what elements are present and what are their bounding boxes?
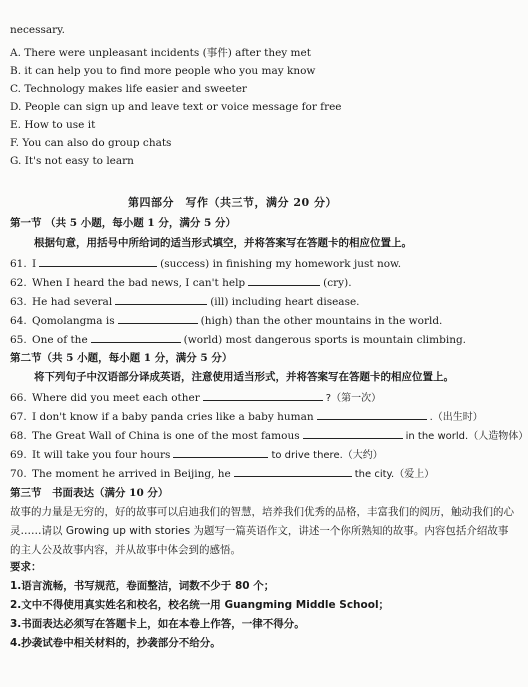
requirement-2: 2.文中不得使用真实姓名和校名，校名统一用 Guangming Middle School； xyxy=(10,599,390,611)
question-62 xyxy=(10,275,352,290)
question-number: 64. xyxy=(10,315,27,327)
answer-blank[interactable] xyxy=(118,313,198,324)
writing-prompt: 故事的力量是无穷的，好的故事可以启迪我们的智慧，培养我们优秀的品格，丰富我们的阅历，触动我们的心灵……请以 Growing up with stories 为题写一篇英语作文，讲述一个你所熟知的故事。内容包括介绍故事的主人公及故事内容，并从故事中体会到的感悟。 xyxy=(10,506,514,556)
answer-blank[interactable] xyxy=(317,409,427,420)
question-text-pre: He had several xyxy=(32,296,113,308)
question-64 xyxy=(10,313,442,328)
question-number: 68. xyxy=(10,430,27,442)
question-text-post: to drive there.（大约） xyxy=(271,450,383,461)
answer-blank[interactable] xyxy=(115,294,207,305)
section1-title: 第一节 （共 5 小题，每小题 1 分，满分 5 分） xyxy=(10,217,237,229)
answer-blank[interactable] xyxy=(234,466,352,477)
answer-blank[interactable] xyxy=(39,256,157,267)
question-number: 63. xyxy=(10,296,27,308)
option-e: E. How to use it xyxy=(10,119,96,131)
question-text-pre: I xyxy=(32,258,37,270)
question-text-post: (success) in finishing my homework just now. xyxy=(160,258,402,270)
option-a: A. There were unpleasant incidents (事件) after they met xyxy=(10,47,311,59)
question-70 xyxy=(10,466,434,482)
question-text-pre: One of the xyxy=(32,334,88,346)
question-number: 66. xyxy=(10,392,27,404)
question-63 xyxy=(10,294,360,309)
question-text-pre: Qomolangma is xyxy=(32,315,115,327)
question-text-post: (world) most dangerous sports is mountain climbing. xyxy=(183,334,467,346)
question-text-pre: The Great Wall of China is one of the most famous xyxy=(32,430,300,442)
question-number: 67. xyxy=(10,411,27,423)
question-66 xyxy=(10,390,381,406)
question-text-post: .（出生时） xyxy=(429,412,483,423)
question-text-post: (cry). xyxy=(323,277,352,289)
section1-instruction: 根据句意，用括号中所给词的适当形式填空，并将答案写在答题卡的相应位置上。 xyxy=(34,237,412,249)
question-text-post: in the world.（人造物体） xyxy=(405,431,528,442)
section2-instruction: 将下列句子中汉语部分译成英语，注意使用适当形式，并将答案写在答题卡的相应位置上。 xyxy=(34,371,454,383)
option-f: F. You can also do group chats xyxy=(10,137,172,149)
question-text-pre: I don't know if a baby panda cries like a baby human xyxy=(32,411,314,423)
question-text-pre: The moment he arrived in Beijing, he xyxy=(32,468,231,480)
question-text-post: (ill) including heart disease. xyxy=(210,296,360,308)
question-number: 62. xyxy=(10,277,27,289)
question-text-post: the city.（爱上） xyxy=(354,469,435,480)
answer-blank[interactable] xyxy=(203,390,323,401)
question-text-pre: It will take you four hours xyxy=(32,449,171,461)
continuation-text: necessary. xyxy=(10,24,66,36)
section3-title: 第三节 书面表达（满分 10 分） xyxy=(10,487,169,499)
question-text-pre: When I heard the bad news, I can't help xyxy=(32,277,246,289)
option-c: C. Technology makes life easier and sweeter xyxy=(10,83,247,95)
option-b: B. it can help you to find more people who you may know xyxy=(10,65,316,77)
option-g: G. It's not easy to learn xyxy=(10,155,134,167)
answer-blank[interactable] xyxy=(91,332,181,343)
question-text-post: ?（第一次） xyxy=(325,393,382,404)
requirement-1: 1.语言流畅，书写规范，卷面整洁，词数不少于 80 个； xyxy=(10,580,275,592)
question-text-pre: Where did you meet each other xyxy=(32,392,200,404)
question-61 xyxy=(10,256,401,271)
section2-title: 第二节（共 5 小题，每小题 1 分，满分 5 分） xyxy=(10,352,233,364)
question-65 xyxy=(10,332,466,347)
question-number: 65. xyxy=(10,334,27,346)
question-67 xyxy=(10,409,483,425)
option-d: D. People can sign up and leave text or voice message for free xyxy=(10,101,342,113)
question-number: 69. xyxy=(10,449,27,461)
answer-blank[interactable] xyxy=(303,428,403,439)
question-number: 70. xyxy=(10,468,27,480)
question-68 xyxy=(10,428,528,444)
requirement-3: 3.书面表达必须写在答题卡上，如在本卷上作答，一律不得分。 xyxy=(10,618,305,630)
part4-title: 第四部分 写作（共三节，满分 20 分） xyxy=(128,196,337,209)
requirement-4: 4.抄袭试卷中相关材料的，抄袭部分不给分。 xyxy=(10,637,221,649)
answer-blank[interactable] xyxy=(248,275,320,286)
question-69 xyxy=(10,447,383,463)
requirements-label: 要求： xyxy=(10,561,42,573)
question-number: 61. xyxy=(10,258,27,270)
question-text-post: (high) than the other mountains in the world. xyxy=(200,315,443,327)
answer-blank[interactable] xyxy=(173,447,268,458)
